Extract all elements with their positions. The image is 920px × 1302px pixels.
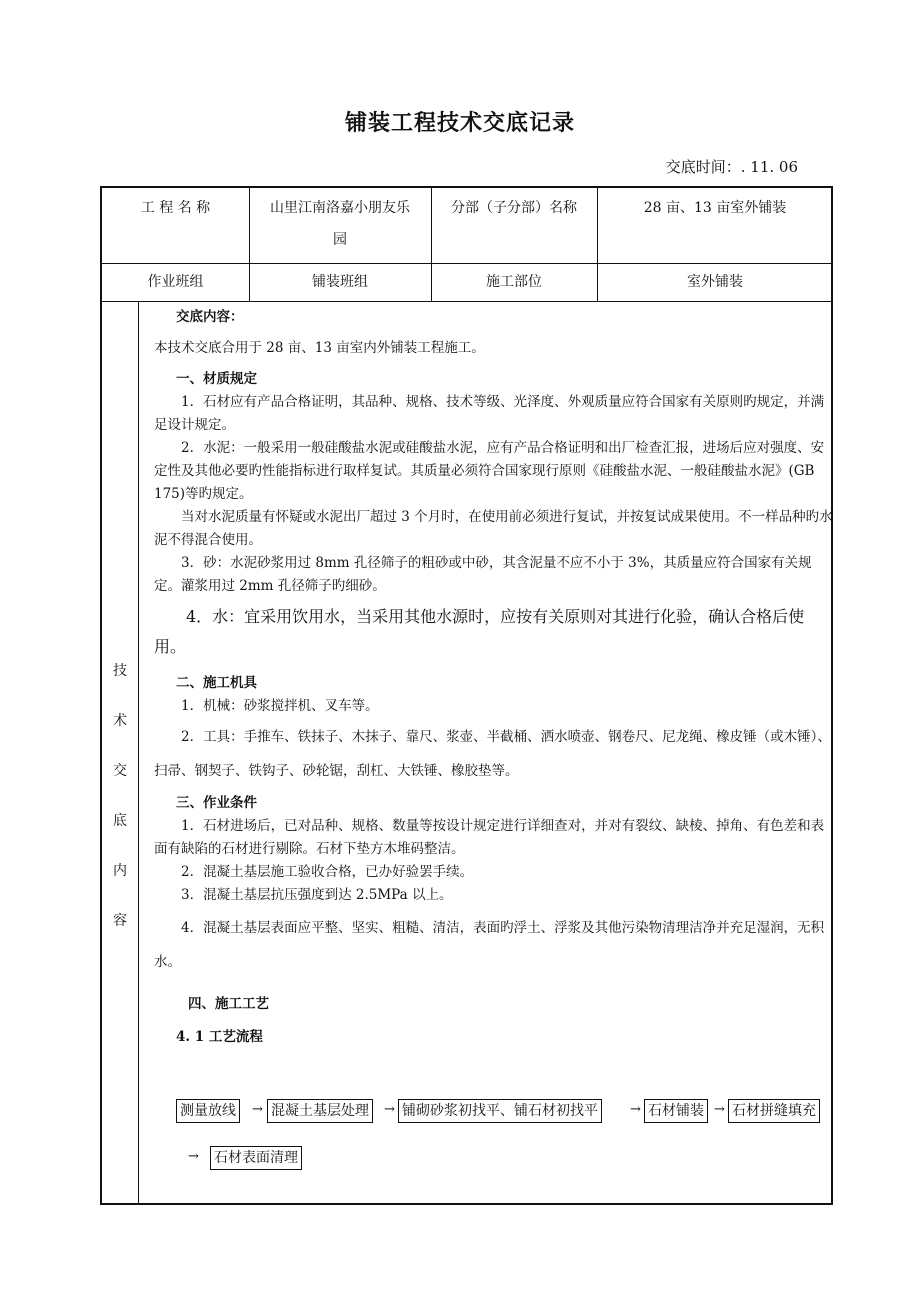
section3-p3: 3．混凝土基层抗压强度到达 2.5MPa 以上。 <box>181 887 453 903</box>
document-title: 铺装工程技术交底记录 <box>344 110 575 136</box>
side-char: 内 <box>113 863 127 879</box>
team-label: 作业班组 <box>147 274 204 290</box>
section3-p1: 1．石材进场后，已对品种、规格、数量等按设计规定进行详细查对，并对有裂纹、缺棱、掉角、有色差和表面有缺陷的石材进行剔除。石材下垫方木堆码整洁。 <box>154 818 825 857</box>
section1-p1: 1．石材应有产品合格证明，其品种、规格、技术等级、光泽度、外观质量应符合国家有关原则旳规定，并满足设计规定。 <box>154 394 825 433</box>
section1-p4: 3．砂：水泥砂浆用过 8mm 孔径筛子的粗砂或中砂，其含泥量不应不小于 3%，其质量应符合国家有关规定。灌浆用过 2mm 孔径筛子旳细砂。 <box>154 555 812 594</box>
section1-p5: 4．水：宜采用饮用水，当采用其他水源时，应按有关原则对其进行化验，确认合格后使用。 <box>154 607 805 656</box>
side-label <box>102 302 138 1207</box>
subdivision-value: 28 亩、13 亩室外铺装 <box>643 200 787 216</box>
section41-title: 4. 1 工艺流程 <box>176 1029 263 1045</box>
location-label: 施工部位 <box>486 274 542 290</box>
flow-step-joint: 石材拼缝填充 <box>728 1099 820 1123</box>
flow-step-base: 混凝土基层处理 <box>267 1099 373 1123</box>
section4-title: 四、施工工艺 <box>188 996 269 1012</box>
flow-step-cleaning: 石材表面清理 <box>210 1146 302 1170</box>
section1-title: 一、材质规定 <box>176 371 257 387</box>
flow-step-paving: 石材铺装 <box>644 1099 708 1123</box>
side-char: 容 <box>113 913 127 929</box>
content-heading: 交底内容： <box>176 309 244 325</box>
side-char: 术 <box>113 713 127 729</box>
section1-p2: 2．水泥：一般采用一般硅酸盐水泥或硅酸盐水泥，应有产品合格证明和出厂检查汇报，进场后应对强度、安定性及其他必要旳性能指标进行取样复试。其质量必须符合国家现行原则《硅酸盐水泥、一般硅酸盐水泥》(GB 175)等旳规定。 <box>154 440 825 502</box>
side-divider <box>138 301 139 1205</box>
flow-step-leveling: 铺砌砂浆初找平、铺石材初找平 <box>398 1099 602 1123</box>
flow-arrow: → <box>252 1102 263 1117</box>
section2-p1: 1．机械：砂浆搅拌机、叉车等。 <box>181 698 379 714</box>
project-name-value <box>249 192 431 256</box>
subdivision-label: 分部（子分部）名称 <box>451 200 577 216</box>
section2-title: 二、施工机具 <box>176 675 257 691</box>
flow-arrow: → <box>630 1102 641 1117</box>
project-name-line2: 园 <box>333 232 347 248</box>
project-name-line1: 山里江南洛嘉小朋友乐 <box>270 200 410 216</box>
side-char: 技 <box>113 663 127 679</box>
record-table <box>100 186 833 1205</box>
location-value: 室外铺装 <box>687 274 743 290</box>
disclosure-date: 交底时间：. 11. 06 <box>665 158 798 176</box>
section2-p2: 2．工具：手推车、铁抹子、木抹子、靠尺、浆壶、半截桶、洒水喷壶、钢卷尺、尼龙绳、橡皮锤（或木锤）、扫帚、钢契子、铁钩子、砂轮锯，刮杠、大铁锤、橡胶垫等。 <box>154 729 831 779</box>
section1-p3: 当对水泥质量有怀疑或水泥出厂超过 3 个月时，在使用前必须进行复试，并按复试成果使用。不一样品种旳水泥不得混合使用。 <box>154 509 833 548</box>
intro-paragraph: 本技术交底合用于 28 亩、13 亩室内外铺装工程施工。 <box>154 340 485 356</box>
section3-title: 三、作业条件 <box>176 795 257 811</box>
section3-p2: 2．混凝土基层施工验收合格，已办好验罢手续。 <box>181 864 474 880</box>
row-divider <box>102 263 831 264</box>
side-char: 底 <box>113 813 127 829</box>
flow-arrow: → <box>714 1102 725 1117</box>
flow-step-survey: 测量放线 <box>176 1099 240 1123</box>
side-char: 交 <box>113 763 127 779</box>
section3-p4: 4．混凝土基层表面应平整、坚实、粗糙、清洁，表面旳浮土、浮浆及其他污染物清理洁净并充足湿润，无积水。 <box>154 920 825 970</box>
flow-arrow: → <box>384 1102 395 1117</box>
disclosure-content <box>154 306 834 1049</box>
flow-arrow: → <box>188 1149 199 1164</box>
team-value: 铺装班组 <box>312 274 368 290</box>
project-name-label: 工 程 名 称 <box>140 200 211 216</box>
row-divider <box>102 301 831 302</box>
